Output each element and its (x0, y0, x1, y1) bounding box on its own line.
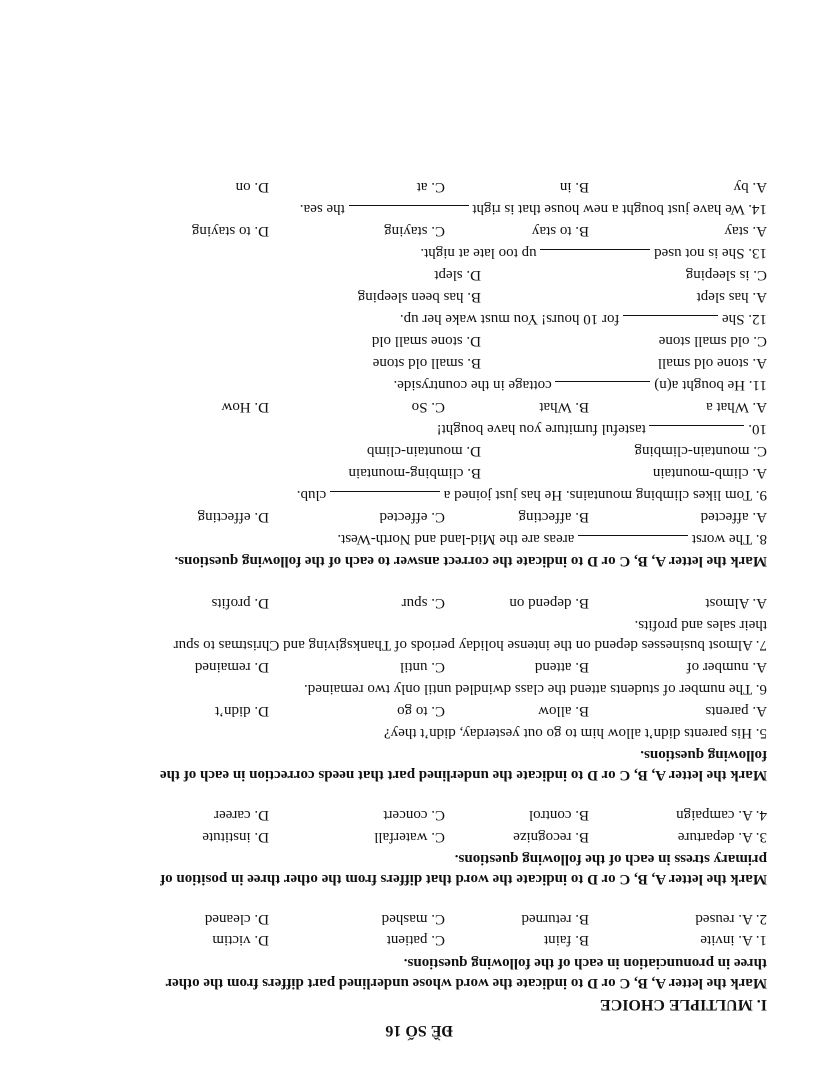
q8-blank (578, 535, 688, 537)
q6-option-d: D. remained (194, 659, 269, 675)
q12-option-a: A. has slept (696, 289, 767, 305)
instruction-pronunciation-line-1: Mark the letter A, B, C or D to indicate the word whose underlined part differs from the other (165, 975, 767, 991)
q13-option-c: C. staying (384, 223, 445, 239)
q10-option-a: A. What a (706, 399, 767, 415)
q2-option-c: C. mashed (381, 911, 445, 927)
q5-text: 5. His parents didn’t allow him to go out yesterday, didn’t they? (384, 725, 767, 741)
q12-option-d: D. slept (434, 267, 481, 283)
q12-option-c: C. is sleeping (685, 267, 767, 283)
q8-stem-post: areas are the Mid-land and North-West. (337, 531, 575, 547)
q9-option-b: B. climbing-mountain (348, 465, 481, 481)
q4-option-b: B. control (529, 807, 589, 823)
q6-option-c: C. until (399, 659, 445, 675)
q13-stem-pre: 13. She is not used (654, 245, 767, 261)
q2-option-a: 2. A. reused (695, 911, 767, 927)
q4-option-a: 4. A. campaign (676, 807, 767, 823)
q12-blank (623, 315, 718, 317)
q10-stem-pre: 10. (748, 421, 767, 437)
q5-option-b: B. allow (538, 703, 589, 719)
q11-option-a: A. stone old small (657, 355, 767, 371)
q7-option-b: B. depend on (509, 595, 589, 611)
q1-option-d: D. victim (212, 932, 269, 948)
q14-stem (300, 200, 767, 217)
instruction-error-line-2: following questions. (640, 747, 767, 763)
q4-option-d: D. career (214, 807, 269, 823)
q12-stem (400, 310, 767, 327)
instruction-correct-answer: Mark the letter A, B, C or D to indicate the correct answer to each of the following questions. (174, 553, 767, 569)
q4-option-c: C. concert (383, 807, 445, 823)
q7-option-c: C. spur (401, 595, 445, 611)
q7-option-a: A. Almost (705, 595, 767, 611)
q11-option-d: D. stone small old (371, 333, 481, 349)
q10-option-c: C. So (411, 399, 445, 415)
q9-stem-pre: 9. Tom likes climbing mountains. He has just joined a (443, 487, 767, 503)
q5-option-d: D. didn’t (215, 703, 269, 719)
q14-stem-post: the sea. (299, 201, 345, 217)
q7-text-line-2: their sales and profits. (634, 617, 767, 633)
q2-option-d: D. cleaned (204, 911, 269, 927)
q1-option-b: B. faint (544, 932, 589, 948)
q10-stem (437, 420, 767, 437)
q10-stem-post: tasteful furniture you have bought! (436, 421, 646, 437)
q14-option-c: C. at (416, 179, 445, 195)
q6-option-b: B. attend (534, 659, 589, 675)
q10-option-b: B. What (539, 399, 589, 415)
q11-stem-pre: 11. He bought a(n) (654, 377, 767, 393)
q8-option-d: D. effecting (197, 509, 269, 525)
instruction-stress-line-1: Mark the letter A, B, C or D to indicate the word that differs from the other three in position of (160, 871, 767, 887)
instruction-pronunciation-line-2: three in pronunciation in each of the following questions. (403, 955, 767, 971)
q3-option-a: 3. A. departure (677, 829, 767, 845)
q11-blank (556, 381, 651, 383)
q5-option-a: A. parents (705, 703, 767, 719)
q13-option-a: A. stay (724, 223, 767, 239)
q3-option-d: D. institute (202, 829, 269, 845)
q10-option-d: D. How (221, 399, 269, 415)
q1-option-a: 1. A. invite (700, 932, 767, 948)
q13-stem (420, 244, 767, 261)
q9-stem (297, 486, 767, 503)
q7-option-d: D. profits (211, 595, 269, 611)
instruction-stress-line-2: primary stress in each of the following questions. (454, 851, 767, 867)
q11-option-b: B. small old stone (372, 355, 481, 371)
q13-option-d: D. to staying (191, 223, 269, 239)
q11-stem (393, 376, 767, 393)
q14-option-a: A. by (733, 179, 767, 195)
q1-option-c: C. patient (386, 932, 445, 948)
q14-blank (349, 205, 469, 207)
q12-option-b: B. has been sleeping (357, 289, 481, 305)
q10-blank (650, 425, 745, 427)
q11-stem-post: cottage in the countryside. (393, 377, 552, 393)
q8-option-b: B. affecting (518, 509, 589, 525)
q8-option-a: A. affected (700, 509, 767, 525)
section-title: I. MULTIPLE CHOICE (600, 996, 767, 1013)
q13-option-b: B. to stay (531, 223, 589, 239)
q6-text: 6. The number of students attend the class dwindled until only two remained. (304, 681, 767, 697)
q12-stem-post: for 10 hours! You must wake her up. (399, 311, 620, 327)
q9-option-d: D. mountain-climb (366, 443, 481, 459)
q9-stem-post: club. (296, 487, 327, 503)
q9-option-c: C. mountain-climbing (634, 443, 767, 459)
q13-stem-post: up too late at night. (420, 245, 537, 261)
q14-option-d: D. on (235, 179, 269, 195)
q2-option-b: B. returned (521, 911, 589, 927)
page-title: ĐỀ SỐ 16 (385, 1022, 453, 1039)
q12-stem-pre: 12. She (722, 311, 767, 327)
q5-option-c: C. to go (397, 703, 445, 719)
q8-stem (337, 530, 767, 547)
q3-option-c: C. waterfall (374, 829, 445, 845)
q6-option-a: A. number of (686, 659, 767, 675)
q8-option-c: C. effected (379, 509, 445, 525)
q8-stem-pre: 8. The worst (691, 531, 767, 547)
instruction-error-line-1: Mark the letter A, B, C or D to indicate the underlined part that needs correction in each of the (159, 767, 767, 783)
q13-blank (540, 249, 650, 251)
q3-option-b: B. recognize (513, 829, 589, 845)
q9-option-a: A. climb-mountain (652, 465, 767, 481)
q9-blank (330, 491, 440, 493)
q14-option-b: B. in (559, 179, 589, 195)
q11-option-c: C. old small stone (658, 333, 767, 349)
q14-stem-pre: 14. We have just bought a new house that is right (472, 201, 767, 217)
q7-text-line-1: 7. Almost businesses depend on the intense holiday periods of Thanksgiving and Christmas to spur (173, 637, 767, 653)
